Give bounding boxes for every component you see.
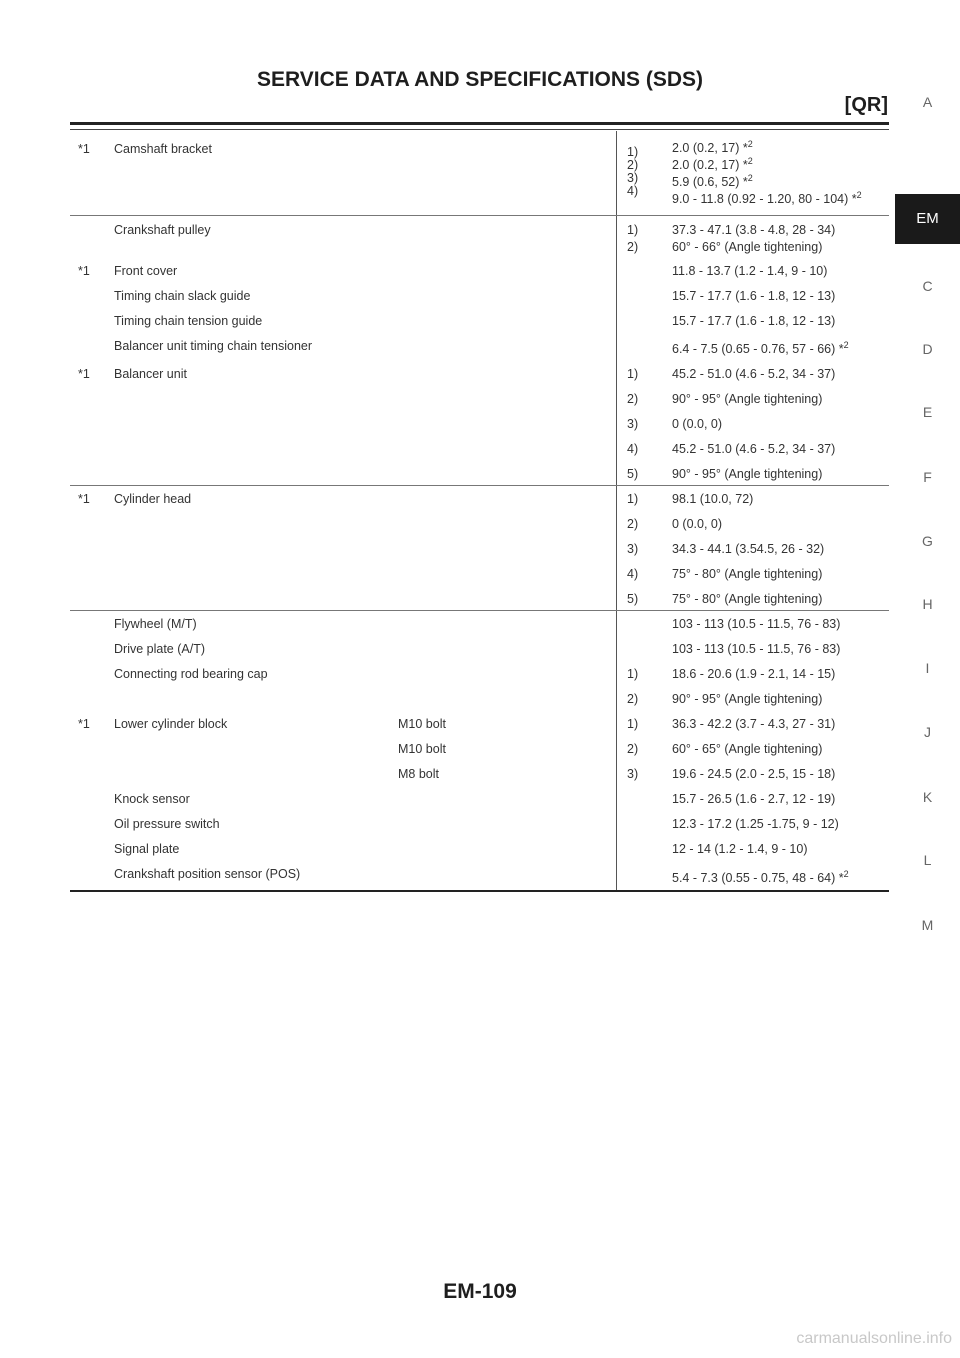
- table-row: [70, 636, 889, 661]
- spec-value: 34.3 - 44.1 (3.54.5, 26 - 32): [672, 541, 825, 556]
- table-row: [70, 436, 889, 461]
- row-item: Knock sensor: [114, 791, 190, 806]
- row-sub: [398, 257, 617, 283]
- section-index-m[interactable]: M: [921, 917, 934, 933]
- table-row: [70, 386, 889, 411]
- section-index-em-label: EM: [916, 210, 939, 227]
- row-mark: [70, 686, 114, 711]
- row-sub: M8 bolt: [398, 766, 439, 781]
- footnote-ref: 2: [747, 173, 753, 183]
- row-item: Balancer unit timing chain tensioner: [114, 338, 313, 353]
- table-row: [70, 686, 889, 711]
- row-item: Oil pressure switch: [114, 816, 220, 831]
- row-item: Flywheel (M/T): [114, 617, 197, 631]
- row-value-cell: [672, 861, 889, 891]
- spec-value: 36.3 - 42.2 (3.7 - 4.3, 27 - 31): [672, 716, 836, 731]
- row-mark: [70, 861, 114, 891]
- section-index-g[interactable]: G: [922, 533, 933, 549]
- row-mark: [70, 761, 114, 786]
- row-mark: [70, 586, 114, 611]
- row-sub: [398, 436, 617, 461]
- step-label: 2): [627, 239, 639, 254]
- table-row: [70, 361, 889, 386]
- spec-value: 37.3 - 47.1 (3.8 - 4.8, 28 - 34): [672, 222, 836, 237]
- step-label: 2): [617, 736, 673, 761]
- row-mark: *1: [78, 716, 90, 731]
- spec-value: 103 - 113 (10.5 - 11.5, 76 - 83): [672, 641, 841, 656]
- row-step: [617, 308, 673, 333]
- section-index-l[interactable]: L: [923, 852, 932, 868]
- row-sub: M10 bolt: [398, 716, 446, 731]
- row-mark: [70, 215, 114, 257]
- row-item: Timing chain tension guide: [114, 313, 263, 328]
- row-sub: [398, 333, 617, 361]
- row-step: [617, 811, 673, 836]
- spec-value: 45.2 - 51.0 (4.6 - 5.2, 34 - 37): [672, 366, 836, 381]
- row-item: Front cover: [114, 263, 178, 278]
- row-item: Camshaft bracket: [114, 131, 398, 215]
- row-mark: [70, 611, 114, 636]
- table-row: [70, 711, 889, 736]
- row-mark: *1: [78, 492, 90, 506]
- spec-value: 12.3 - 17.2 (1.25 -1.75, 9 - 12): [672, 816, 839, 831]
- step-label: 3): [627, 171, 639, 185]
- spec-value: 90° - 95° (Angle tightening): [672, 461, 889, 486]
- table-row: [70, 257, 889, 283]
- step-label: 2): [617, 511, 673, 536]
- step-label: 2): [627, 158, 639, 172]
- row-step: [617, 333, 673, 361]
- row-item: [114, 536, 398, 561]
- table-row: [70, 611, 889, 636]
- row-steps: [617, 131, 673, 215]
- row-item: Balancer unit: [114, 366, 187, 381]
- row-sub: [398, 686, 617, 711]
- spec-value: 0 (0.0, 0): [672, 416, 723, 431]
- row-item: [114, 736, 398, 761]
- row-sub: M10 bolt: [398, 741, 446, 756]
- spec-value: 11.8 - 13.7 (1.2 - 1.4, 9 - 10): [672, 263, 828, 278]
- row-item: Crankshaft pulley: [114, 222, 211, 237]
- row-sub: [398, 215, 617, 257]
- watermark: carmanualsonline.info: [796, 1330, 952, 1347]
- row-mark: [70, 661, 114, 686]
- row-sub: [398, 511, 617, 536]
- footnote-ref: 2: [747, 139, 753, 149]
- row-mark: [70, 386, 114, 411]
- row-item: [114, 386, 398, 411]
- row-item: Lower cylinder block: [114, 716, 228, 731]
- row-sub: [398, 586, 617, 611]
- header-rule-thin: [70, 129, 889, 130]
- footnote-ref: 2: [843, 339, 849, 350]
- row-item: Crankshaft position sensor (POS): [114, 861, 398, 891]
- section-index-k[interactable]: K: [922, 789, 933, 805]
- row-mark: [70, 436, 114, 461]
- row-step: [617, 257, 673, 283]
- row-mark: [70, 308, 114, 333]
- row-item: [114, 511, 398, 536]
- table-row: [70, 761, 889, 786]
- spec-value: 45.2 - 51.0 (4.6 - 5.2, 34 - 37): [672, 441, 836, 456]
- spec-value: 2.0 (0.2, 17) *: [672, 141, 748, 155]
- footnote-ref: 2: [856, 190, 862, 200]
- table-row: [70, 586, 889, 611]
- row-sub: [398, 611, 617, 636]
- row-item: [114, 761, 398, 786]
- footnote-ref: 2: [747, 156, 753, 166]
- spec-value: 5.9 (0.6, 52) *: [672, 175, 748, 189]
- section-index-f[interactable]: F: [923, 469, 932, 485]
- row-item: Connecting rod bearing cap: [114, 666, 268, 681]
- row-mark: [70, 561, 114, 586]
- table-row: [70, 836, 889, 861]
- table-row: [70, 661, 889, 686]
- row-sub: [398, 131, 617, 215]
- row-sub: [398, 811, 617, 836]
- step-label: 5): [617, 586, 673, 611]
- row-item: [114, 436, 398, 461]
- row-sub: [398, 861, 617, 891]
- row-step: [617, 636, 673, 661]
- row-sub: [398, 283, 617, 308]
- spec-value: 6.4 - 7.5 (0.65 - 0.76, 57 - 66) *: [672, 341, 844, 356]
- row-step: [617, 611, 673, 636]
- row-sub: [398, 536, 617, 561]
- spec-value: 98.1 (10.0, 72): [672, 492, 754, 506]
- row-values: [672, 131, 889, 215]
- row-sub: [398, 661, 617, 686]
- step-label: 4): [627, 184, 639, 198]
- row-sub: [398, 411, 617, 436]
- row-mark: [70, 786, 114, 811]
- spec-value: 90° - 95° (Angle tightening): [672, 391, 823, 406]
- step-label: 2): [617, 386, 673, 411]
- row-item: [114, 411, 398, 436]
- row-value-cell: [672, 333, 889, 361]
- table-row: [70, 736, 889, 761]
- section-index-c[interactable]: C: [922, 278, 933, 294]
- spec-value: 5.4 - 7.3 (0.55 - 0.75, 48 - 64) *: [672, 870, 844, 885]
- step-label: 1): [617, 661, 673, 686]
- table-row: [70, 333, 889, 361]
- row-sub: [398, 461, 617, 486]
- step-label: 3): [617, 761, 673, 786]
- spec-value: 75° - 80° (Angle tightening): [672, 566, 823, 581]
- row-mark: *1: [78, 263, 90, 278]
- table-row: [70, 511, 889, 536]
- table-row: [70, 283, 889, 308]
- spec-value: 18.6 - 20.6 (1.9 - 2.1, 14 - 15): [672, 666, 836, 681]
- section-index-em-active[interactable]: [895, 194, 960, 244]
- row-step: [617, 283, 673, 308]
- row-mark: [70, 736, 114, 761]
- step-label: 3): [617, 411, 673, 436]
- row-sub: [398, 786, 617, 811]
- spec-value: 0 (0.0, 0): [672, 516, 723, 531]
- footnote-ref: 2: [843, 868, 849, 879]
- spec-value: 19.6 - 24.5 (2.0 - 2.5, 15 - 18): [672, 766, 836, 781]
- row-step: [617, 836, 673, 861]
- section-index-d[interactable]: D: [922, 341, 933, 357]
- table-row: [70, 215, 889, 257]
- row-item: Drive plate (A/T): [114, 641, 205, 656]
- row-mark: *1: [70, 131, 114, 215]
- step-label: 4): [617, 561, 673, 586]
- table-row: [70, 811, 889, 836]
- page-header-subtitle: [QR]: [844, 94, 888, 116]
- row-item: [114, 461, 398, 486]
- spec-value: 103 - 113 (10.5 - 11.5, 76 - 83): [672, 617, 841, 631]
- torque-spec-table: [70, 131, 889, 892]
- section-index-i[interactable]: I: [925, 660, 930, 676]
- step-label: 5): [617, 461, 673, 486]
- section-index-j[interactable]: J: [924, 724, 931, 740]
- row-mark: [70, 636, 114, 661]
- row-mark: [70, 333, 114, 361]
- spec-value: 60° - 65° (Angle tightening): [672, 741, 823, 756]
- row-item: [114, 586, 398, 611]
- step-label: 3): [617, 536, 673, 561]
- section-index-a[interactable]: A: [922, 94, 933, 110]
- row-sub: [398, 836, 617, 861]
- table-row: [70, 131, 889, 215]
- row-sub: [398, 386, 617, 411]
- spec-value: 90° - 95° (Angle tightening): [672, 691, 823, 706]
- row-item: Timing chain slack guide: [114, 288, 251, 303]
- row-item: Cylinder head: [114, 492, 192, 506]
- spec-value: 75° - 80° (Angle tightening): [672, 586, 889, 611]
- spec-value: 15.7 - 26.5 (1.6 - 2.7, 12 - 19): [672, 791, 836, 806]
- spec-value: 15.7 - 17.7 (1.6 - 1.8, 12 - 13): [672, 313, 836, 328]
- row-step: [617, 786, 673, 811]
- section-index-h[interactable]: H: [922, 596, 933, 612]
- table-row: [70, 308, 889, 333]
- row-mark: *1: [78, 366, 90, 381]
- step-label: 1): [617, 486, 673, 511]
- step-label: 1): [617, 361, 673, 386]
- step-label: 4): [617, 436, 673, 461]
- row-mark: [70, 536, 114, 561]
- step-label: 1): [627, 222, 639, 237]
- row-sub: [398, 308, 617, 333]
- row-mark: [70, 511, 114, 536]
- row-item: [114, 686, 398, 711]
- row-sub: [398, 486, 617, 511]
- row-sub: [398, 561, 617, 586]
- row-step: [617, 861, 673, 891]
- table-row: [70, 561, 889, 586]
- row-values: [672, 215, 889, 257]
- spec-value: 2.0 (0.2, 17) *: [672, 158, 748, 172]
- row-mark: [70, 283, 114, 308]
- row-mark: [70, 411, 114, 436]
- row-mark: [70, 461, 114, 486]
- spec-value: 60° - 66° (Angle tightening): [672, 239, 823, 254]
- row-sub: [398, 361, 617, 386]
- table-row: [70, 486, 889, 511]
- step-label: 2): [617, 686, 673, 711]
- page-number: EM-109: [443, 1280, 517, 1303]
- table-row: [70, 861, 889, 891]
- step-label: 1): [627, 145, 639, 159]
- spec-value: 12 - 14 (1.2 - 1.4, 9 - 10): [672, 841, 808, 856]
- spec-value: 15.7 - 17.7 (1.6 - 1.8, 12 - 13): [672, 288, 836, 303]
- row-sub: [398, 636, 617, 661]
- page-header-title: SERVICE DATA AND SPECIFICATIONS (SDS): [256, 68, 704, 91]
- section-index-e[interactable]: E: [922, 404, 933, 420]
- table-row: [70, 411, 889, 436]
- row-item: [114, 561, 398, 586]
- header-rule-thick: [70, 122, 889, 125]
- spec-value: 9.0 - 11.8 (0.92 - 1.20, 80 - 104) *: [672, 192, 857, 206]
- table-row: [70, 786, 889, 811]
- row-steps: [617, 215, 673, 257]
- table-row: [70, 536, 889, 561]
- row-item: Signal plate: [114, 841, 180, 856]
- row-mark: [70, 836, 114, 861]
- row-mark: [70, 811, 114, 836]
- step-label: 1): [617, 711, 673, 736]
- table-row: [70, 461, 889, 486]
